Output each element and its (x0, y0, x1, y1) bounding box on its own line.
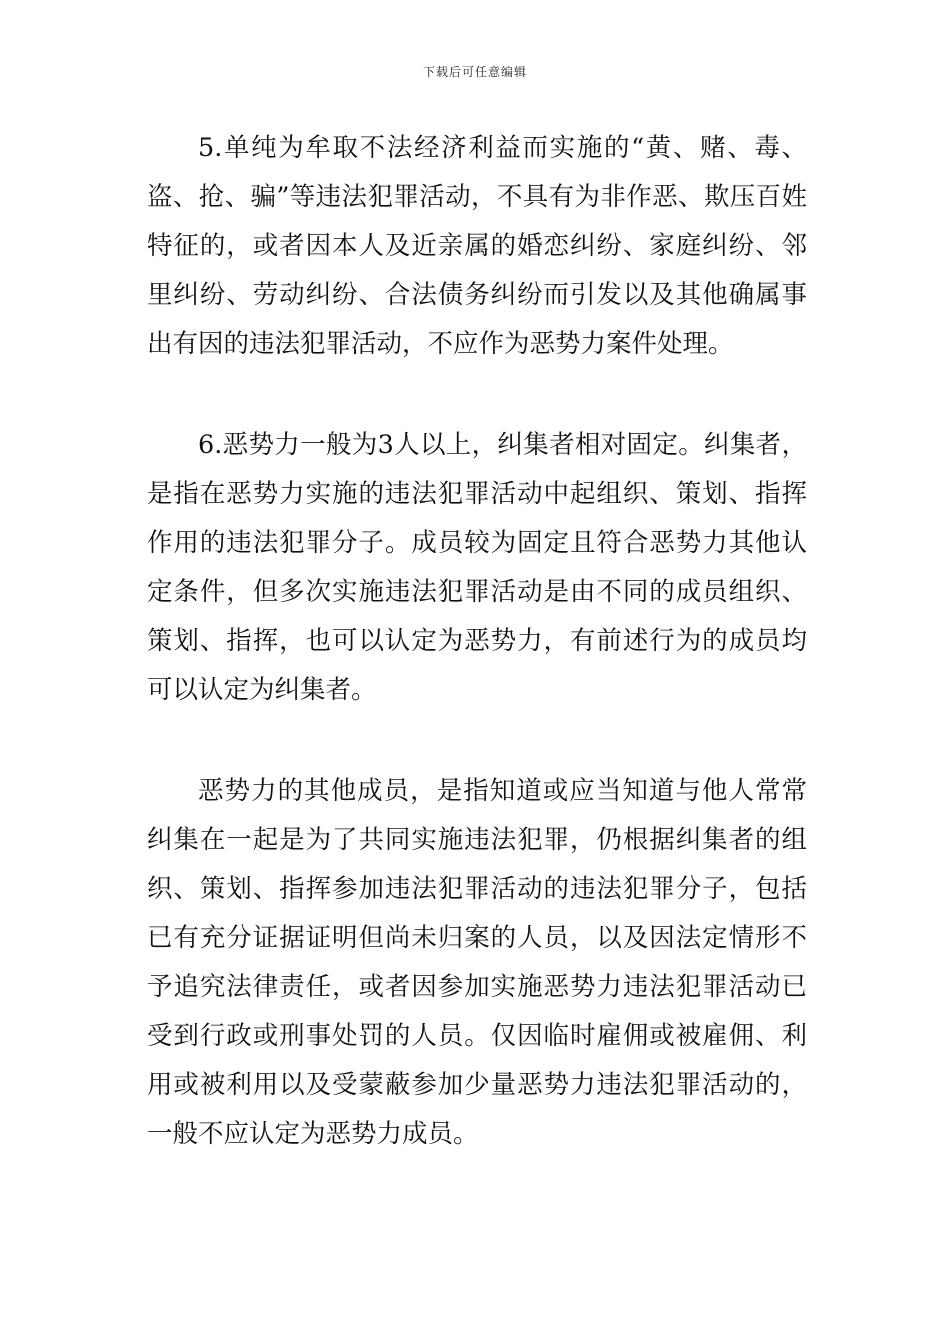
paragraph-6: 6.恶势力一般为3人以上，纠集者相对固定。纠集者，是指在恶势力实施的违法犯罪活动中起组织、策划、指挥作用的违法犯罪分子。成员较为固定且符合恶势力其他认定条件，但多次实施违法犯罪活动是由不同的成员组织、策划、指挥，也可以认定为恶势力，有前述行为的成员均可以认定为纠集者。 (147, 430, 807, 705)
paragraph-5: 5.单纯为牟取不法经济利益而实施的“黄、赌、毒、盗、抢、骗”等违法犯罪活动，不具有为非作恶、欺压百姓特征的，或者因本人及近亲属的婚恋纠纷、家庭纠纷、邻里纠纷、劳动纠纷、合法债务纠纷而引发以及其他确属事出有因的违法犯罪活动，不应作为恶势力案件处理。 (147, 133, 807, 359)
paragraph-other-members: 恶势力的其他成员，是指知道或应当知道与他人常常纠集在一起是为了共同实施违法犯罪，仍根据纠集者的组织、策划、指挥参加违法犯罪活动的违法犯罪分子，包括已有充分证据证明但尚未归案的人员，以及因法定情形不予追究法律责任，或者因参加实施恶势力违法犯罪活动已受到行政或刑事处罚的人员。仅因临时雇佣或被雇佣、利用或被利用以及受蒙蔽参加少量恶势力违法犯罪活动的，一般不应认定为恶势力成员。 (147, 776, 807, 1149)
document-body (147, 124, 807, 1159)
page-header: 下载后可任意编辑 (422, 65, 527, 79)
